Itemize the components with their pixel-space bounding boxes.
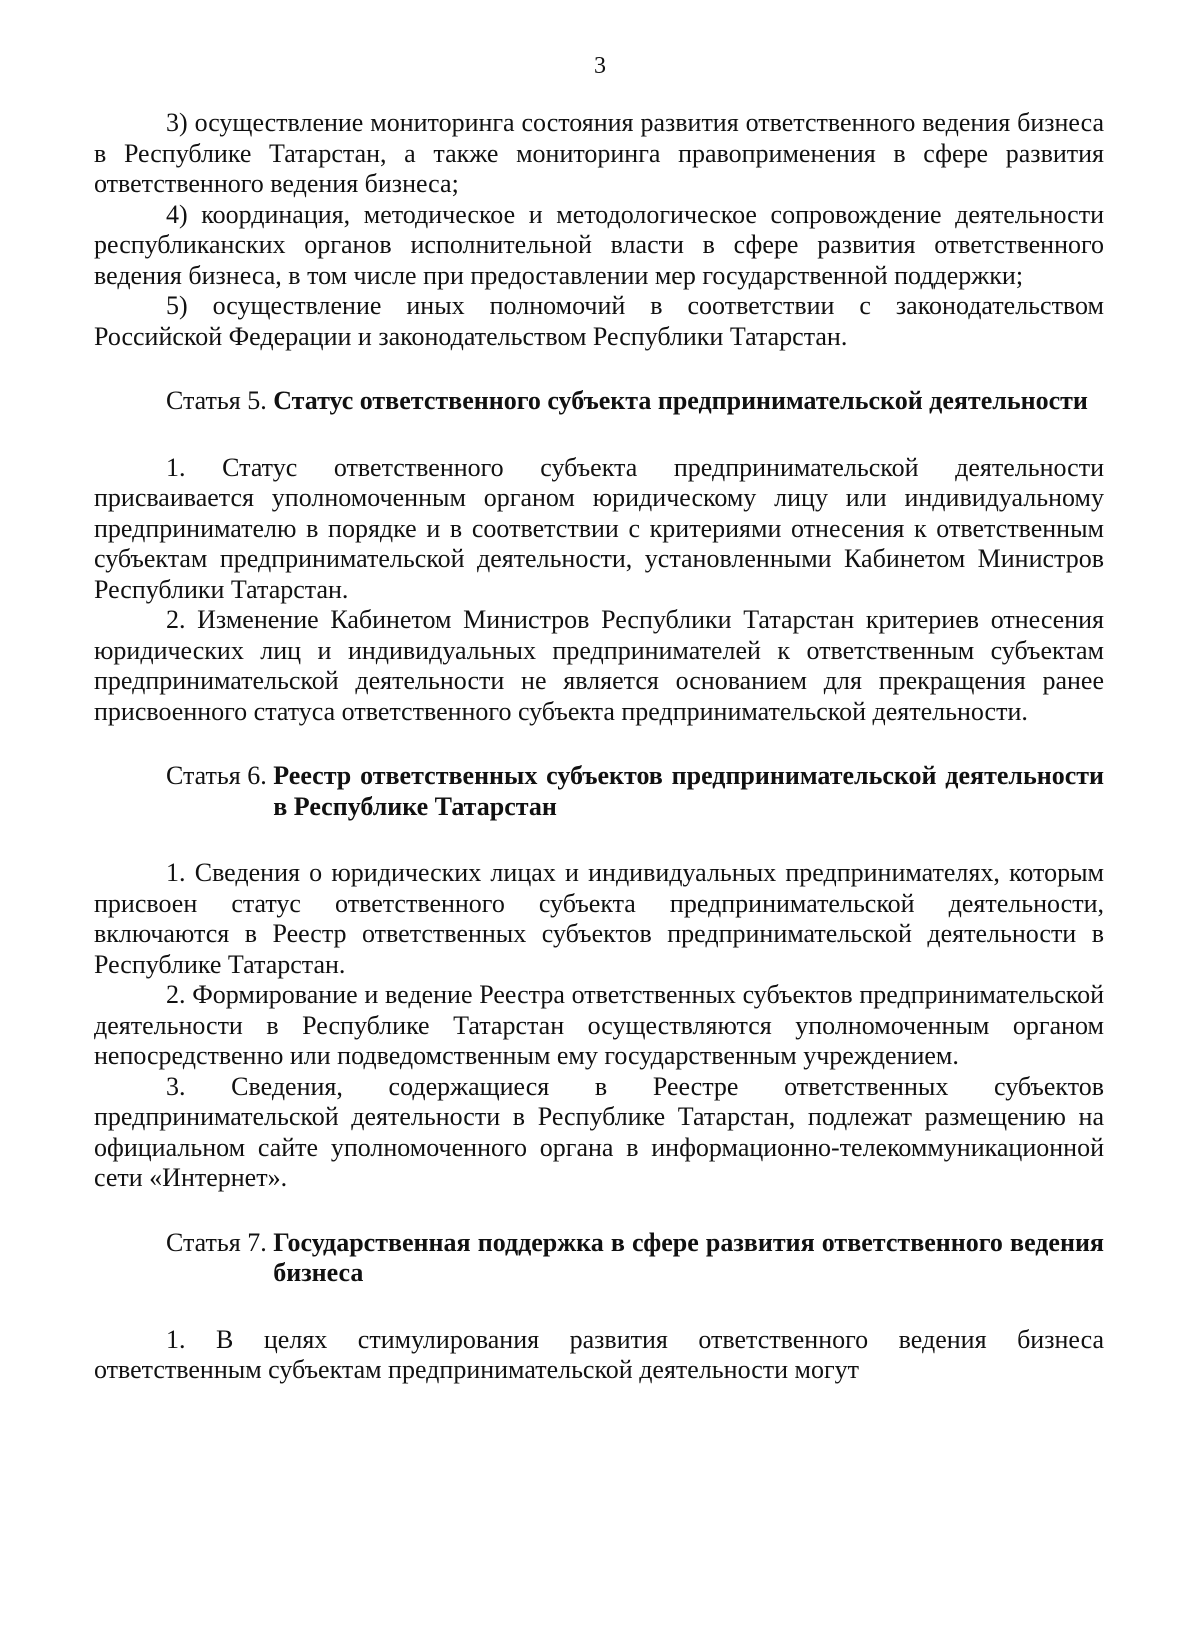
article-6-number: Статья 6. bbox=[166, 761, 274, 790]
paragraph-4: 4) координация, методическое и методологическое сопровождение деятельности республиканских органов исполнительной власти в сфере развития ответственного ведения бизнеса, в том числе при предоставлении мер государственной поддержки; bbox=[94, 199, 1104, 290]
paragraph-5: 5) осуществление иных полномочий в соответствии с законодательством Российской Федерации и законодательством Республики Татарстан. bbox=[94, 291, 1104, 351]
page-number: 3 bbox=[594, 53, 606, 79]
article-6-paragraph-2: 2. Формирование и ведение Реестра ответственных субъектов предпринимательской деятельности в Республике Татарстан осуществляются уполномоченным органом непосредственно или подведомственным ему государственным учреждением. bbox=[94, 980, 1104, 1070]
article-6-title: Реестр ответственных субъектов предпринимательской деятельности в Республике Татарстан bbox=[273, 761, 1104, 821]
article-5-heading bbox=[94, 386, 1104, 417]
article-6-heading bbox=[94, 761, 1104, 822]
article-5-paragraph-1: 1. Статус ответственного субъекта предпринимательской деятельности присваивается уполномоченным органом юридическому лицу или индивидуальному предпринимателю в порядке и в соответствии с критериями отнесения к ответственным субъектам предпринимательской деятельности, установленными Кабинетом Министров Республики Татарстан. bbox=[94, 452, 1104, 604]
article-5-number: Статья 5. bbox=[166, 386, 274, 415]
article-6-paragraph-1: 1. Сведения о юридических лицах и индивидуальных предпринимателях, которым присвоен статус ответственного субъекта предпринимательской деятельности, включаются в Реестр ответственных субъектов предпринимательской деятельности в Республике Татарстан. bbox=[94, 858, 1104, 979]
document-body bbox=[94, 108, 1104, 1386]
article-5-paragraph-2: 2. Изменение Кабинетом Министров Республики Татарстан критериев отнесения юридических лиц и индивидуальных предпринимателей к ответственным субъектам предпринимательской деятельности не является основанием для прекращения ранее присвоенного статуса ответственного субъекта предпринимательской деятельности. bbox=[94, 605, 1104, 726]
article-7-paragraph-1: 1. В целях стимулирования развития ответственного ведения бизнеса ответственным субъектам предпринимательской деятельности могут bbox=[94, 1324, 1104, 1384]
article-7-title: Государственная поддержка в сфере развития ответственного ведения бизнеса bbox=[273, 1227, 1104, 1287]
article-7-heading bbox=[94, 1228, 1104, 1289]
paragraph-3: 3) осуществление мониторинга состояния развития ответственного ведения бизнеса в Республике Татарстан, а также мониторинга правоприменения в сфере развития ответственного ведения бизнеса; bbox=[94, 108, 1104, 198]
article-5-title: Статус ответственного субъекта предпринимательской деятельности bbox=[273, 386, 1088, 415]
article-6-paragraph-3: 3. Сведения, содержащиеся в Реестре ответственных субъектов предпринимательской деятельности в Республике Татарстан, подлежат размещению на официальном сайте уполномоченного органа в информационно-телекоммуникационной сети «Интернет». bbox=[94, 1071, 1104, 1192]
article-7-number: Статья 7. bbox=[166, 1227, 274, 1257]
